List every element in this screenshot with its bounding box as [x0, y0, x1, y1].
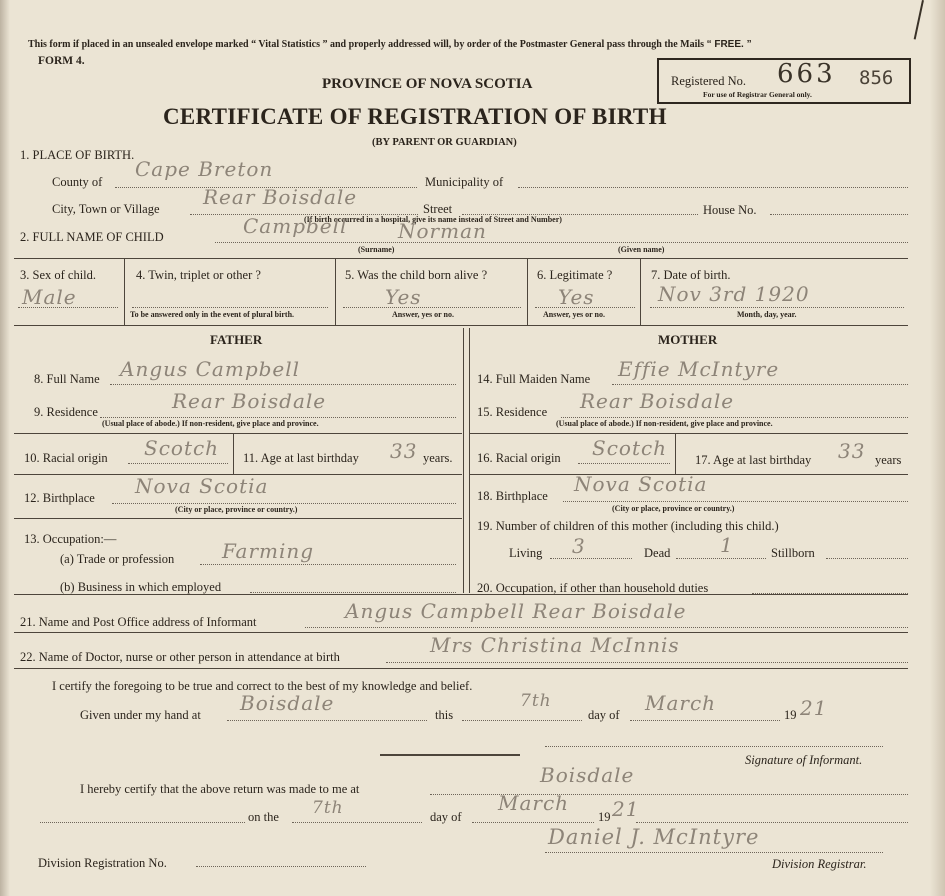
- city-value: Rear Boisdale: [203, 185, 358, 209]
- trade-label: (a) Trade or profession: [60, 552, 175, 566]
- page-edge-shadow: [930, 0, 945, 896]
- signature-of-informant-caption: Signature of Informant.: [745, 753, 863, 767]
- year-prefix: 19: [784, 708, 797, 722]
- mother-residence-line: [561, 417, 908, 418]
- dead-line: [676, 558, 766, 559]
- alive-value: Yes: [385, 285, 422, 309]
- registrar-place-value: Boisdale: [540, 763, 635, 787]
- father-residence-note: (Usual place of abode.) If non-resident, give place and province.: [102, 419, 319, 428]
- cell-divider: [124, 258, 125, 325]
- date-of-birth-value: Nov 3rd 1920: [658, 282, 810, 306]
- father-age-value: 33: [390, 439, 418, 463]
- certify-statement: I certify the foregoing to be true and correct to the best of my knowledge and belief.: [52, 679, 473, 693]
- sex-value: Male: [22, 285, 77, 309]
- father-racial-origin-label: 10. Racial origin: [24, 451, 108, 465]
- registrar-day-line: [292, 822, 422, 823]
- given-day-line: [462, 720, 582, 721]
- municipality-line: [518, 187, 908, 188]
- on-the-label: on the: [248, 810, 279, 824]
- legitimate-line: [535, 307, 635, 308]
- mother-residence-label: 15. Residence: [477, 405, 548, 419]
- father-name-value: Angus Campbell: [120, 357, 301, 381]
- father-racial-origin-line: [128, 463, 228, 464]
- registrar-right-line: [636, 822, 908, 823]
- row-divider: [470, 433, 908, 434]
- mail-notice-free: “ FREE. ”: [706, 39, 752, 50]
- mother-birthplace-value: Nova Scotia: [574, 472, 708, 496]
- legitimate-label: 6. Legitimate ?: [537, 268, 613, 282]
- sex-line: [18, 307, 118, 308]
- father-birthplace-note: (City or place, province or country.): [175, 505, 298, 514]
- mother-racial-origin-value: Scotch: [592, 436, 668, 460]
- registrar-month-line: [472, 822, 594, 823]
- mother-racial-origin-label: 16. Racial origin: [477, 451, 561, 465]
- parents-divider: [469, 328, 470, 593]
- parents-divider: [463, 328, 464, 593]
- cell-divider: [233, 434, 234, 474]
- division-registration-label: Division Registration No.: [38, 856, 167, 870]
- row-divider: [14, 325, 908, 326]
- sex-label: 3. Sex of child.: [20, 268, 97, 282]
- cell-divider: [640, 258, 641, 325]
- father-occupation-label: 13. Occupation:—: [24, 532, 117, 546]
- living-value: 3: [572, 534, 586, 558]
- alive-label: 5. Was the child born alive ?: [345, 268, 488, 282]
- page-title: CERTIFICATE OF REGISTRATION OF BIRTH: [163, 104, 667, 129]
- given-month-value: March: [645, 691, 717, 715]
- mother-occupation-line: [752, 593, 908, 594]
- street-label: Street: [423, 202, 453, 216]
- given-name-caption: (Given name): [618, 245, 665, 254]
- cell-divider: [335, 258, 336, 325]
- registrar-signature-line: [545, 852, 883, 853]
- day-of-label: day of: [588, 708, 620, 722]
- row-divider: [14, 518, 462, 519]
- registrar-day-value: 7th: [312, 798, 344, 818]
- father-birthplace-value: Nova Scotia: [135, 474, 269, 498]
- mail-notice-text-1: This form if placed in an unsealed envelope marked: [28, 39, 249, 50]
- given-place-value: Boisdale: [240, 691, 335, 715]
- given-place-line: [227, 720, 427, 721]
- father-residence-label: 9. Residence: [34, 405, 98, 419]
- mail-notice: [28, 38, 752, 52]
- mother-age-label: 17. Age at last birthday: [695, 453, 812, 467]
- county-label: County of: [52, 175, 103, 189]
- alive-note: Answer, yes or no.: [392, 310, 455, 319]
- attendant-label: 22. Name of Doctor, nurse or other person in attendance at birth: [20, 650, 340, 664]
- separator-rule: [380, 754, 520, 756]
- county-value: Cape Breton: [135, 157, 274, 181]
- registrar-day-of-label: day of: [430, 810, 462, 824]
- province-heading: PROVINCE OF NOVA SCOTIA: [322, 76, 533, 92]
- date-of-birth-label: 7. Date of birth.: [651, 268, 731, 282]
- hospital-note: (If birth occurred in a hospital, give its name instead of Street and Number): [304, 215, 562, 224]
- registered-stamp: 856: [859, 67, 894, 89]
- informant-signature-line: [545, 746, 883, 747]
- cell-divider: [675, 434, 676, 474]
- mother-name-label: 14. Full Maiden Name: [477, 372, 591, 386]
- informant-value: Angus Campbell Rear Boisdale: [345, 599, 687, 623]
- dead-label: Dead: [644, 546, 671, 560]
- place-of-birth-heading: 1. PLACE OF BIRTH.: [20, 148, 135, 162]
- father-birthplace-label: 12. Birthplace: [24, 491, 95, 505]
- mother-residence-note: (Usual place of abode.) If non-resident, give place and province.: [556, 419, 773, 428]
- given-day-value: 7th: [520, 691, 552, 711]
- father-name-label: 8. Full Name: [34, 372, 100, 386]
- mother-birthplace-label: 18. Birthplace: [477, 489, 548, 503]
- mother-birthplace-note: (City or place, province or country.): [612, 504, 735, 513]
- father-residence-value: Rear Boisdale: [172, 389, 327, 413]
- given-under-label: Given under my hand at: [80, 708, 201, 722]
- registrar-left-line: [40, 822, 245, 823]
- father-residence-line: [100, 417, 456, 418]
- municipality-label: Municipality of: [425, 175, 504, 189]
- trade-value: Farming: [222, 539, 315, 563]
- mail-notice-text-2: and properly addressed will, by order of the Postmaster General pass through the Mails: [329, 39, 705, 50]
- registered-label: Registered No.: [671, 74, 746, 88]
- form-number: FORM 4.: [38, 55, 85, 67]
- given-year-value: 21: [800, 696, 828, 720]
- alive-line: [343, 307, 521, 308]
- business-label: (b) Business in which employed: [60, 580, 222, 594]
- registrar-signature: Daniel J. McIntyre: [548, 825, 760, 849]
- child-given-value: Norman: [398, 219, 487, 243]
- father-birthplace-line: [112, 503, 456, 504]
- division-registration-line: [196, 866, 366, 867]
- legitimate-value: Yes: [558, 285, 595, 309]
- pen-mark: [914, 0, 924, 40]
- row-divider: [14, 594, 908, 595]
- dead-value: 1: [720, 533, 734, 557]
- row-divider: [14, 668, 908, 669]
- legitimate-note: Answer, yes or no.: [543, 310, 606, 319]
- child-name-line: [215, 242, 908, 243]
- stillborn-label: Stillborn: [771, 546, 815, 560]
- date-of-birth-note: Month, day, year.: [737, 310, 797, 319]
- father-heading: FATHER: [210, 332, 263, 347]
- father-racial-origin-value: Scotch: [144, 436, 220, 460]
- surname-caption: (Surname): [358, 245, 395, 254]
- mother-residence-value: Rear Boisdale: [580, 389, 735, 413]
- informant-label: 21. Name and Post Office address of Informant: [20, 615, 257, 629]
- children-count-label: 19. Number of children of this mother (including this child.): [477, 519, 779, 533]
- house-number-line: [770, 214, 908, 215]
- registrar-statement: I hereby certify that the above return was made to me at: [80, 782, 360, 796]
- this-label: this: [435, 708, 454, 722]
- child-surname-value: Campbell: [243, 214, 348, 238]
- mother-age-unit: years: [875, 453, 902, 467]
- registrar-year-value: 21: [612, 797, 640, 821]
- registered-note: For use of Registrar General only.: [703, 90, 812, 99]
- city-label: City, Town or Village: [52, 202, 160, 216]
- registered-number-box: [657, 58, 911, 104]
- living-label: Living: [509, 546, 543, 560]
- informant-line: [305, 627, 908, 628]
- mother-name-value: Effie McIntyre: [618, 357, 780, 381]
- page-subtitle: (BY PARENT OR GUARDIAN): [372, 137, 517, 148]
- living-line: [550, 558, 632, 559]
- twin-line: [132, 307, 328, 308]
- business-line: [250, 592, 456, 593]
- mother-racial-origin-line: [578, 463, 670, 464]
- mother-occupation-label: 20. Occupation, if other than household duties: [477, 581, 709, 595]
- row-divider: [14, 433, 462, 434]
- row-divider: [14, 258, 908, 259]
- mother-heading: MOTHER: [658, 332, 718, 347]
- father-age-unit: years.: [423, 451, 453, 465]
- cell-divider: [527, 258, 528, 325]
- attendant-line: [386, 662, 908, 663]
- attendant-value: Mrs Christina McInnis: [430, 633, 680, 657]
- date-of-birth-line: [650, 307, 904, 308]
- registered-number: 663: [777, 59, 836, 89]
- stillborn-line: [826, 558, 908, 559]
- division-registrar-caption: Division Registrar.: [772, 857, 867, 871]
- given-month-line: [630, 720, 780, 721]
- father-name-line: [110, 384, 456, 385]
- page-edge-shadow: [0, 0, 10, 896]
- registrar-month-value: March: [498, 791, 570, 815]
- mother-name-line: [612, 384, 908, 385]
- father-age-label: 11. Age at last birthday: [243, 451, 359, 465]
- trade-line: [200, 564, 456, 565]
- mother-age-value: 33: [838, 439, 866, 463]
- twin-note: To be answered only in the event of plural birth.: [130, 310, 295, 319]
- mother-birthplace-line: [563, 501, 908, 502]
- child-name-label: 2. FULL NAME OF CHILD: [20, 230, 164, 244]
- registrar-year-prefix: 19: [598, 810, 611, 824]
- mail-notice-quote: “ Vital Statistics ”: [251, 39, 328, 50]
- house-number-label: House No.: [703, 203, 757, 217]
- twin-label: 4. Twin, triplet or other ?: [136, 268, 261, 282]
